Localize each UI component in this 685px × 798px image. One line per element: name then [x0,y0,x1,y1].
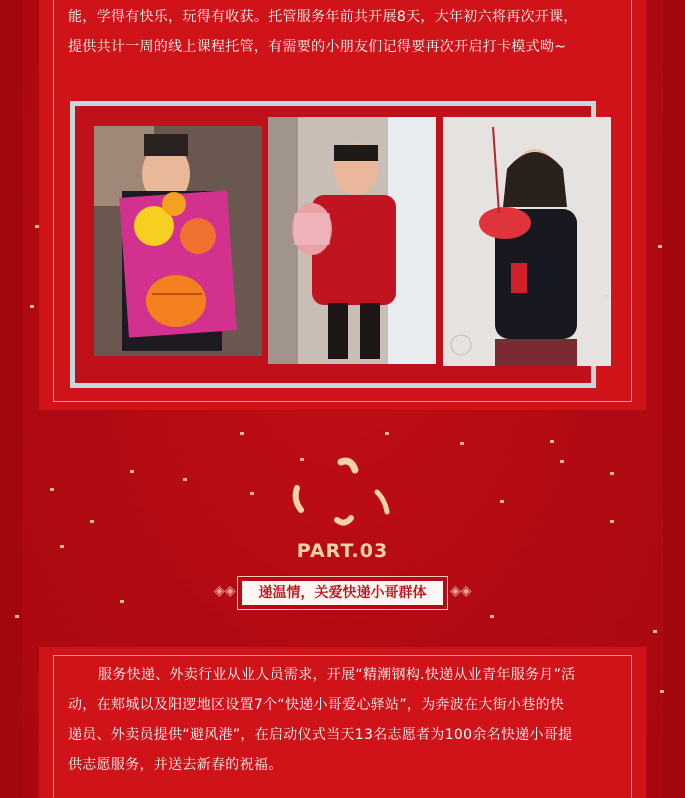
confetti [460,442,464,445]
bottom-paragraph-line-1: 服务快递、外卖行业从业人员需求，开展“精潮钢构.快递从业青年服务月”活 [98,667,576,683]
top-paragraph-line-1: 能，学得有快乐，玩得有收获。托管服务年前共开展8天，大年初六将再次开课， [68,9,578,25]
part-label: PART.03 [296,540,389,562]
confetti [610,472,614,475]
confetti [550,440,554,443]
bottom-paragraph-line-2: 动，在郏城以及阳逻地区设置7个“快递小哥爱心驿站”，为奔波在大街小巷的快 [68,697,565,713]
confetti [658,245,662,248]
right-edge [663,0,685,798]
confetti [500,500,504,503]
confetti [50,488,54,491]
confetti [250,492,254,495]
confetti [30,305,34,308]
confetti [35,225,39,228]
section-title: 递温情，关爱快递小哥群体 [242,581,443,605]
confetti [490,615,494,618]
confetti [610,520,614,523]
confetti [560,460,564,463]
confetti [90,520,94,523]
section-title-box [237,576,448,610]
left-diamond-ornament: ◈◈ [214,583,236,599]
decorative-arcs [285,450,395,530]
left-edge [0,0,22,798]
bottom-paragraph-line-4: 供志愿服务，并送去新春的祝福。 [68,757,283,773]
confetti [183,478,187,481]
bottom-paragraph-line-3: 递员、外卖员提供“避风港”，在启动仪式当天13名志愿者为100余名快递小哥提 [68,727,573,743]
confetti [240,432,244,435]
photo-girl-lantern [443,117,611,366]
confetti [605,295,609,298]
photo-child-lantern [268,117,436,364]
confetti [385,432,389,435]
confetti [653,630,657,633]
photo-child-flower-art [94,126,262,356]
confetti [15,615,19,618]
confetti [120,600,124,603]
top-paragraph-line-2: 提供共计一周的线上课程托管，有需要的小朋友们记得要再次开启打卡模式呦~ [68,39,567,55]
confetti [130,470,134,473]
confetti [660,690,664,693]
right-diamond-ornament: ◈◈ [450,583,472,599]
